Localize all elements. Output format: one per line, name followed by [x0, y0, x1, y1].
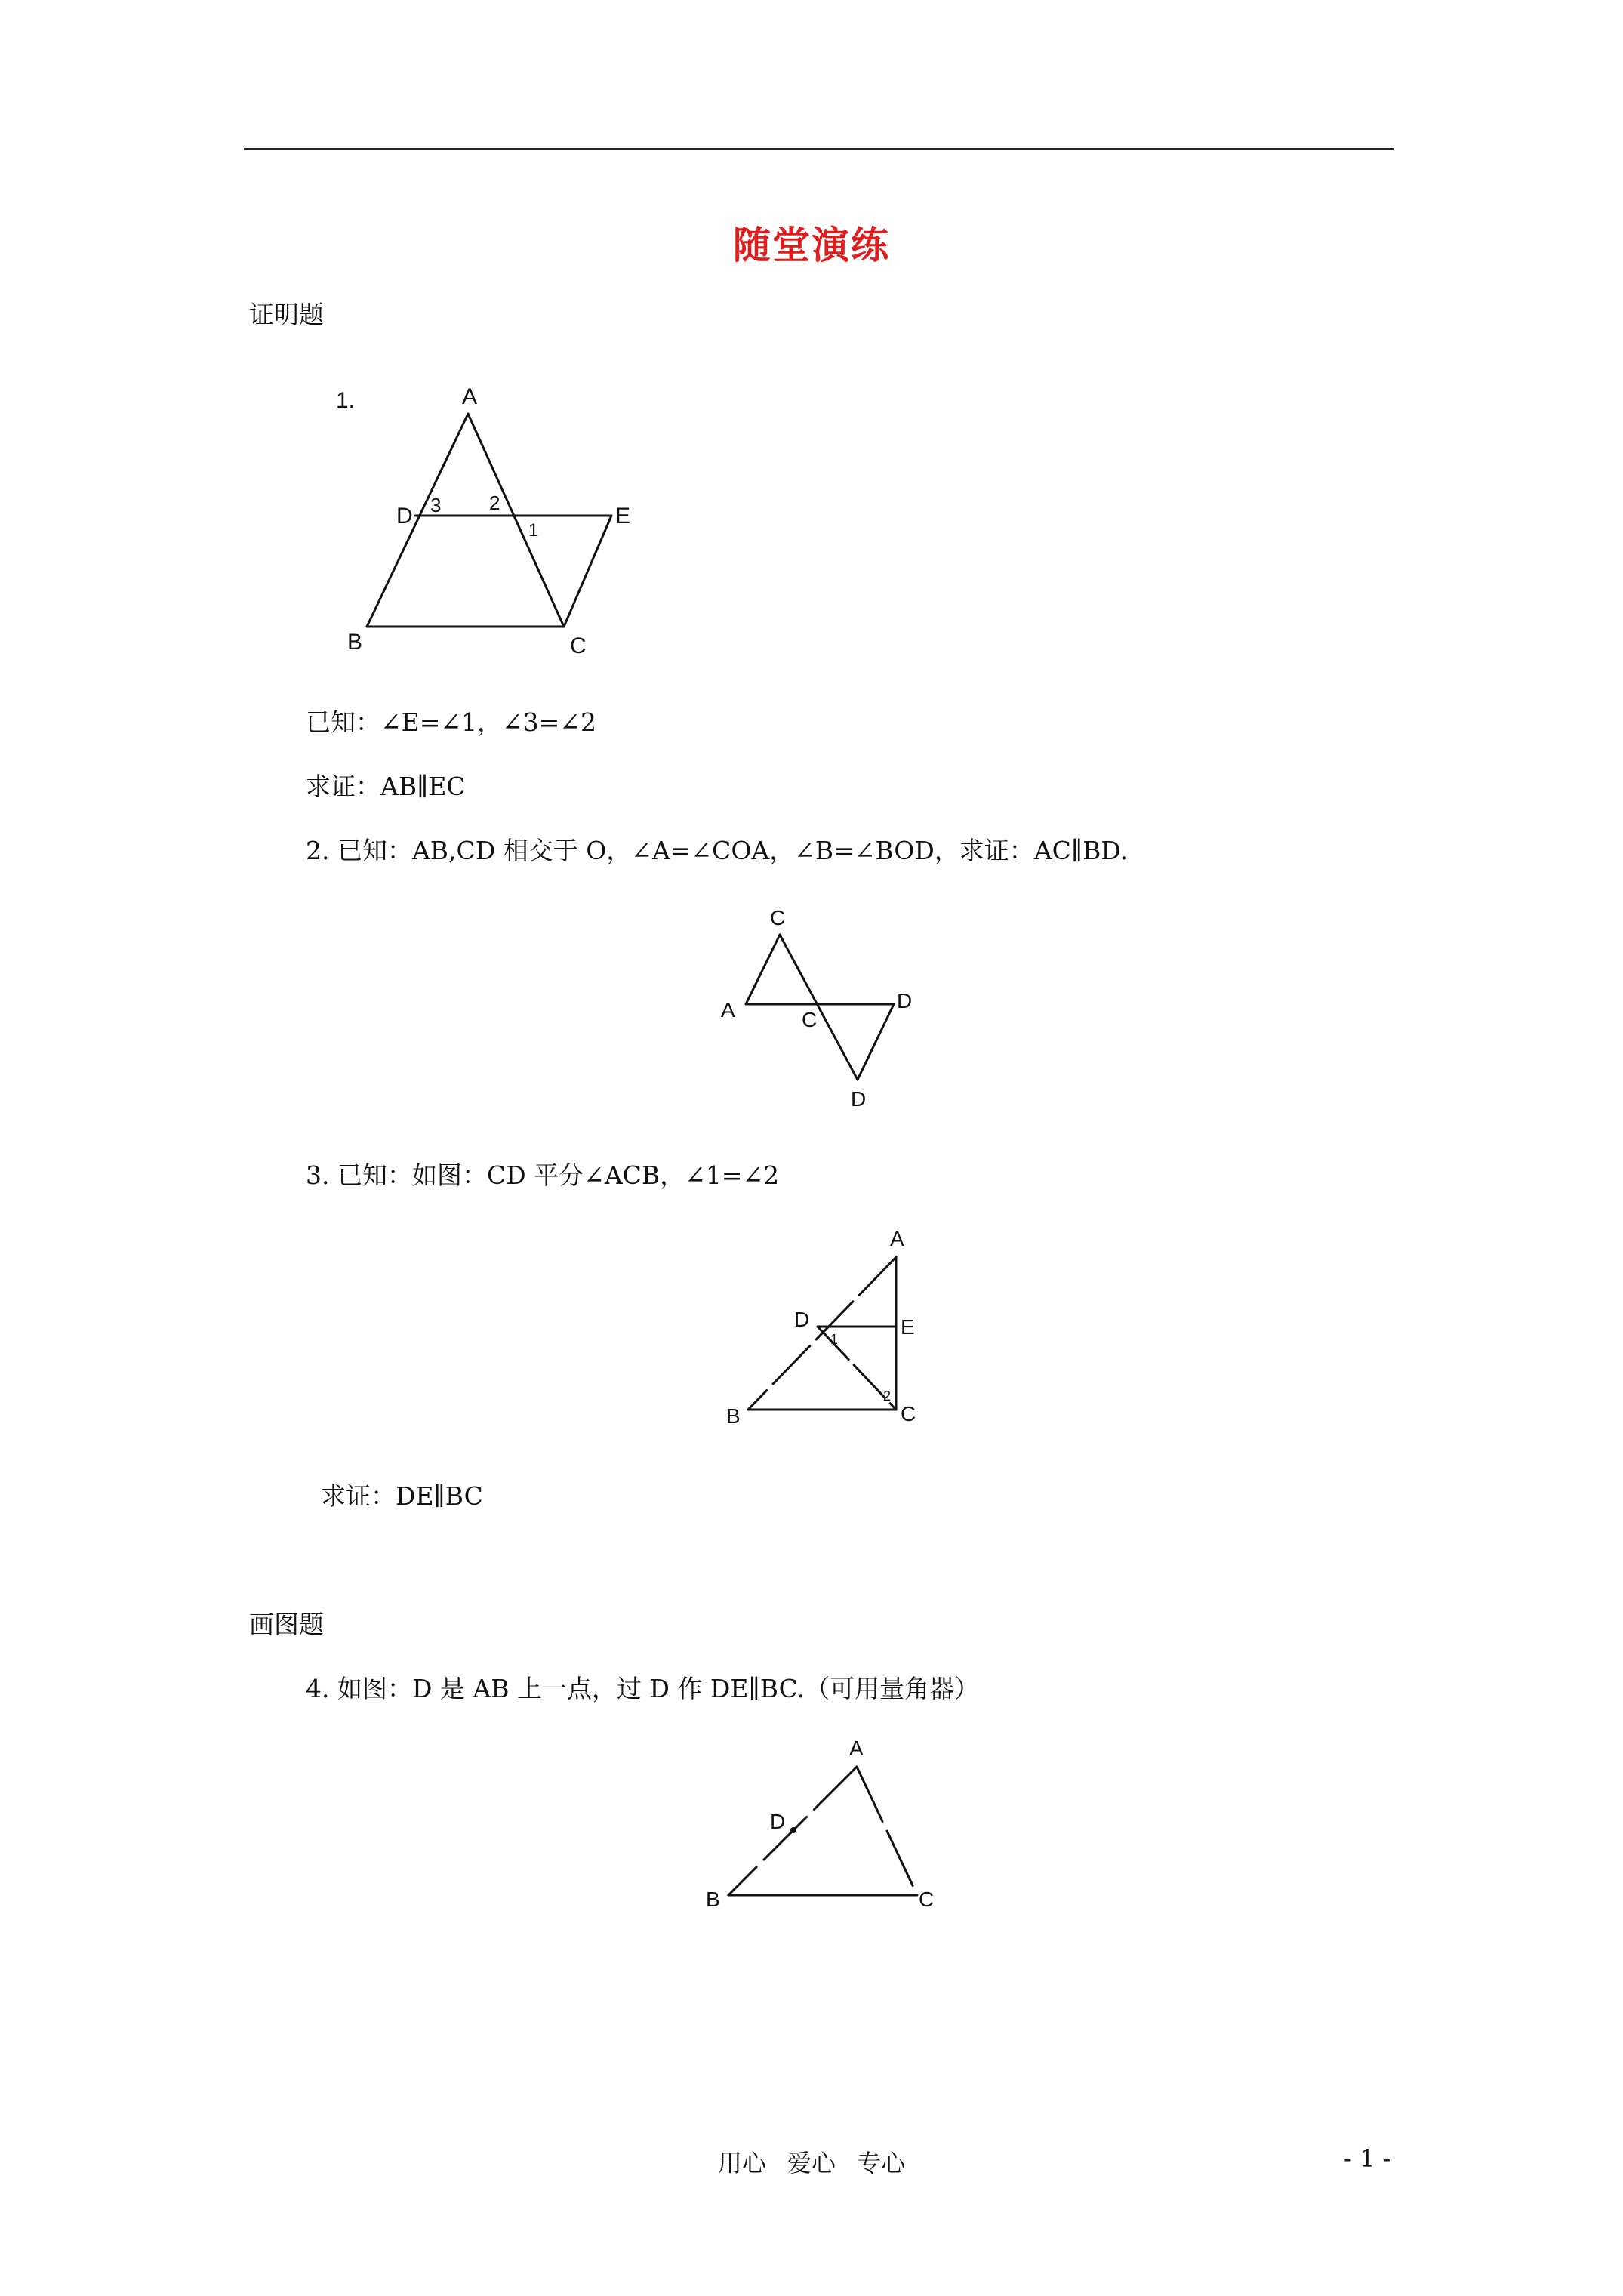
q2-text: 2. 已知：AB,CD 相交于 O，∠A=∠COA，∠B=∠BOD，求证：AC∥BD. [306, 836, 1129, 865]
page-number: - 1 - [1344, 2144, 1391, 2173]
q3-label-b: B [726, 1404, 741, 1428]
q3-angle-2: 2 [883, 1388, 892, 1404]
q4-point-d [790, 1827, 796, 1833]
q1-angle-3: 3 [430, 494, 442, 516]
q2-label-c-mid: C [802, 1008, 818, 1031]
q1-angle-1: 1 [528, 520, 539, 541]
q2-segment-bd [858, 1004, 894, 1080]
q1-segment-ec [564, 516, 611, 627]
q1-label-b: B [347, 630, 363, 655]
q1-prove: 求证：AB∥EC [306, 772, 466, 801]
q3-angle-1: 1 [830, 1332, 839, 1347]
q3-label-d: D [794, 1308, 810, 1331]
q1-segment-ab [367, 414, 468, 627]
section-draw-heading: 画图题 [249, 1610, 324, 1639]
q3-label-c: C [901, 1402, 916, 1425]
q2-label-c-top: C [770, 906, 786, 929]
q1-segment-ac [468, 414, 564, 627]
q4-label-a: A [849, 1737, 864, 1760]
q2-label-a: A [721, 998, 735, 1022]
section-proof-heading: 证明题 [249, 300, 324, 329]
q1-label-d: D [396, 504, 413, 529]
q1-angle-2: 2 [489, 492, 500, 514]
q4-label-d: D [770, 1810, 786, 1833]
q4-text: 4. 如图：D 是 AB 上一点，过 D 作 DE∥BC.（可用量角器） [306, 1674, 980, 1703]
q1-label-a: A [462, 384, 478, 409]
q1-label-c: C [570, 633, 587, 658]
q3-label-a: A [890, 1227, 904, 1250]
q2-segment-ac [746, 935, 780, 1004]
q1-label-e: E [615, 504, 631, 529]
header-rule [244, 148, 1394, 150]
q3-label-e: E [901, 1315, 915, 1339]
q1-given: 已知：∠E=∠1，∠3=∠2 [306, 707, 596, 737]
q2-segment-cd [780, 935, 858, 1080]
q1-number: 1. [336, 388, 356, 413]
q1-figure [325, 378, 657, 672]
q2-figure [717, 898, 929, 1117]
q3-figure [706, 1219, 932, 1431]
q4-label-c: C [919, 1888, 935, 1911]
q3-text: 3. 已知：如图：CD 平分∠ACB，∠1=∠2 [306, 1160, 780, 1190]
q4-segment-ac [857, 1767, 917, 1895]
footer-motto: 用心 爱心 专心 [717, 2149, 906, 2177]
q2-label-d-right: D [897, 989, 913, 1012]
q3-prove: 求证：DE∥BC [321, 1481, 483, 1511]
page-title: 随堂演练 [733, 223, 890, 267]
q4-label-b: B [706, 1888, 720, 1911]
q4-figure [698, 1729, 947, 1910]
q2-label-d-bottom: D [851, 1087, 867, 1111]
